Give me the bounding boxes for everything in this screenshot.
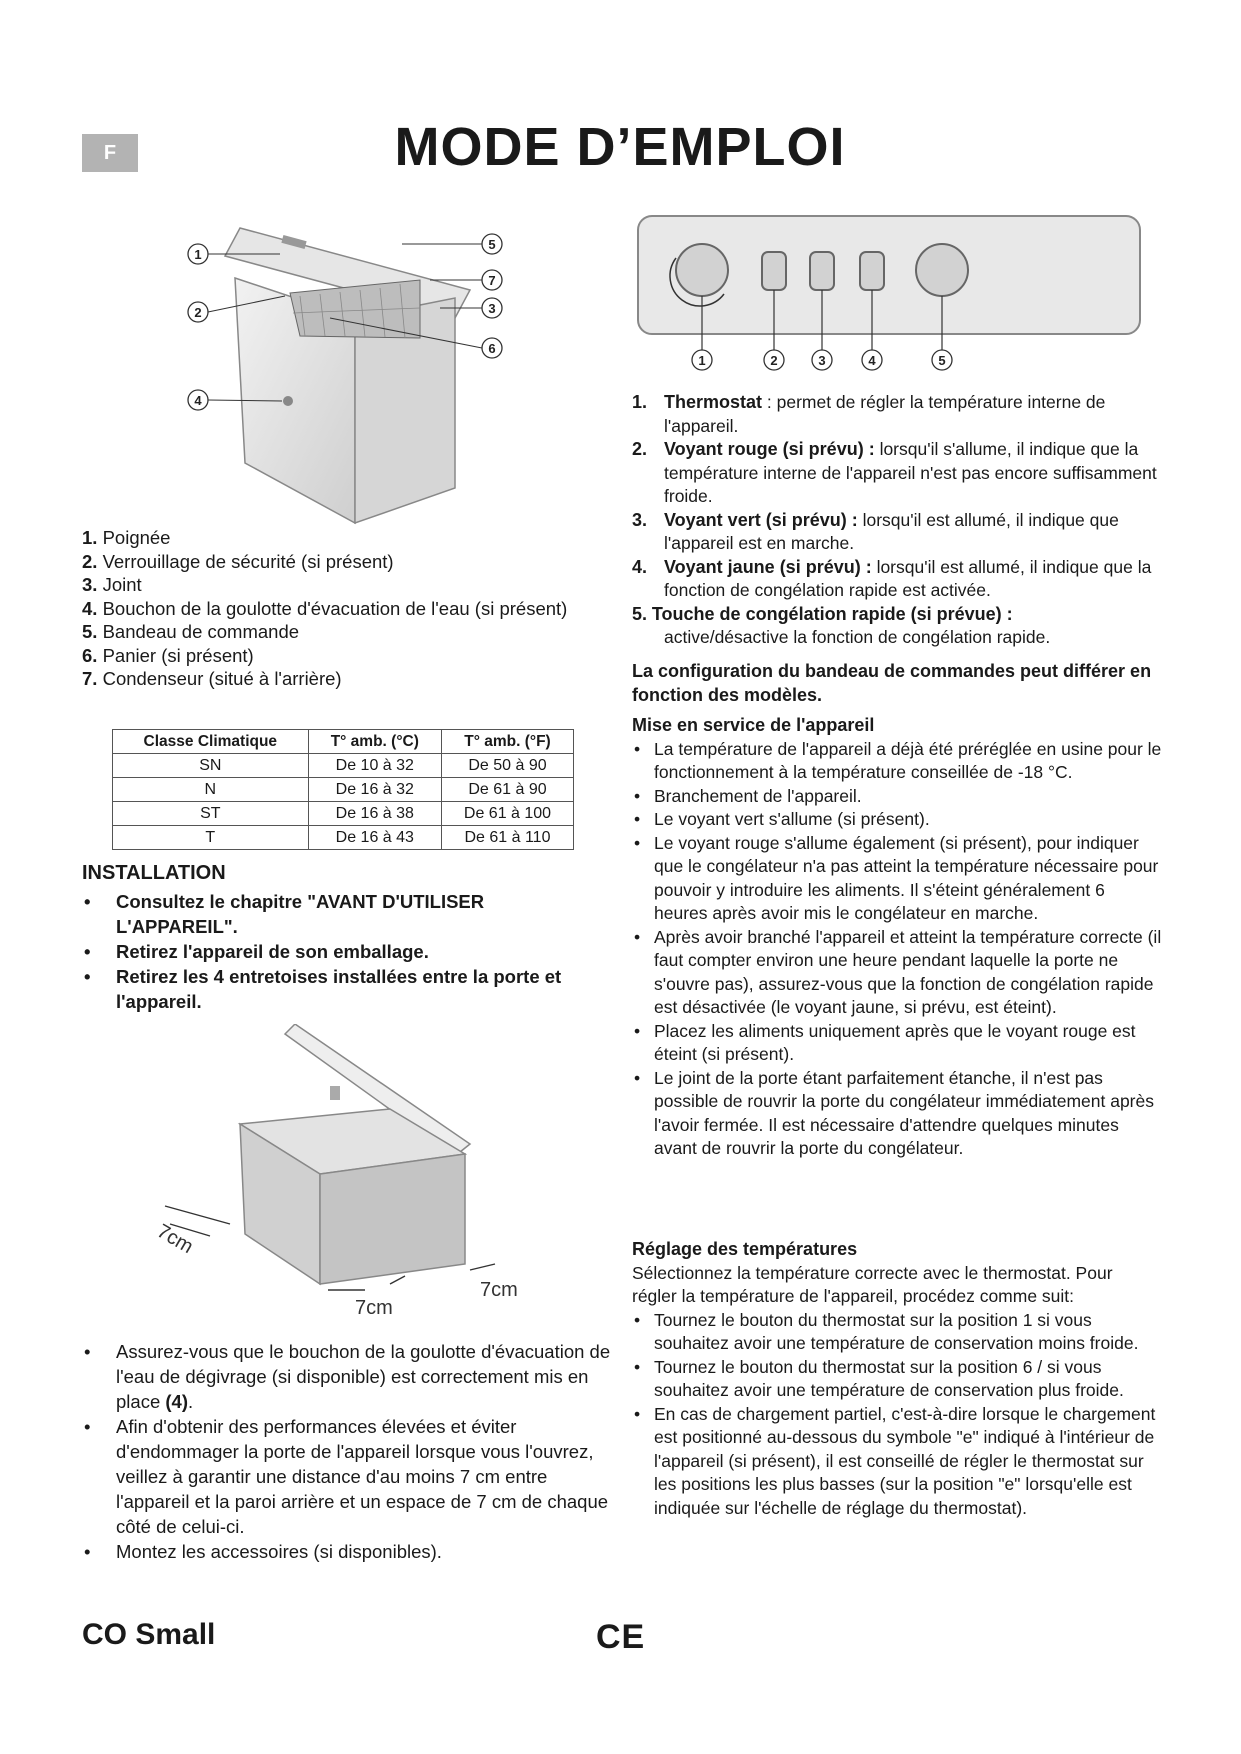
callout-label-5: 5 [488, 237, 496, 252]
list-item: • Le voyant vert s'allume (si présent). [632, 808, 1162, 832]
mise-en-service-list [632, 738, 1162, 1161]
panel-callout-3: 3 [818, 353, 826, 368]
dimension-left-label: 7cm [153, 1220, 197, 1259]
model-name: CO Small [82, 1618, 216, 1651]
page-title: MODE D’EMPLOI [394, 117, 846, 177]
reglage-list [632, 1309, 1162, 1521]
yellow-light-icon [860, 252, 884, 290]
installation-illustration [150, 1024, 550, 1324]
list-item: 5. Touche de congélation rapide (si prévue) : active/désactive la fonction de congélation rapide. [632, 603, 1051, 647]
control-panel-illustration [636, 214, 1156, 384]
list-item: • La température de l'appareil a déjà été préréglée en usine pour le fonctionnement à la température conseillée de -18 °C. [632, 738, 1162, 785]
panel-callout-1: 1 [698, 353, 706, 368]
callout-label-3: 3 [488, 301, 496, 316]
list-item: • Branchement de l'appareil. [632, 785, 1162, 809]
section-title: Réglage des températures [632, 1239, 858, 1259]
table-header-row [113, 730, 574, 754]
table-header: T° amb. (°F) [441, 730, 573, 754]
mise-en-service-section [632, 714, 1162, 1161]
fast-freeze-button-icon [916, 244, 968, 296]
list-item: • Retirez l'appareil de son emballage. [82, 939, 602, 964]
list-item: 2. Verrouillage de sécurité (si présent) [82, 550, 394, 572]
reglage-section [632, 1238, 1162, 1520]
list-item: 4. Voyant jaune (si prévu) : lorsqu'il est allumé, il indique que la fonction de congélation rapide est activée. [632, 556, 1152, 600]
config-note: La configuration du bandeau de commandes peut différer en fonction des modèles. [632, 661, 1152, 705]
table-row: N De 16 à 32 De 61 à 90 [113, 778, 574, 802]
list-item: 4. Bouchon de la goulotte d'évacuation de l'eau (si présent) [82, 597, 568, 619]
list-item: 3. Voyant vert (si prévu) : lorsqu'il est allumé, il indique que l'appareil est en marche. [632, 509, 1119, 553]
list-item: 5. Bandeau de commande [82, 621, 300, 642]
list-item: • Le voyant rouge s'allume également (si présent), pour indiquer que le congélateur n'a pas atteint la température nécessaire pour pouvoir y introduire les aliments. Il s'éteint généralement 6 heures après avoir mis le congélateur en marche. [632, 832, 1162, 926]
table-row: ST De 16 à 38 De 61 à 100 [113, 802, 574, 826]
red-light-icon [762, 252, 786, 290]
thermostat-knob-icon [676, 244, 728, 296]
freezer-illustration [180, 218, 520, 538]
installation-list [82, 889, 602, 1014]
list-item: • Le joint de la porte étant parfaitement étanche, il n'est pas possible de rouvrir la porte du congélateur immédiatement après l'avoir fermée. Il est nécessaire d'attendre quelques minutes avant de rouvrir la porte du congélateur. [632, 1067, 1162, 1161]
list-item: • Après avoir branché l'appareil et atteint la température correcte (il faut compter environ une heure pendant laquelle la porte ne s'ouvre pas), assurez-vous que la fonction de congélation rapide est désactivée (le voyant jaune, si prévu, est éteint). [632, 926, 1162, 1020]
table-header: T° amb. (°C) [308, 730, 441, 754]
controls-list [632, 391, 1162, 650]
dimension-back-label: 7cm [355, 1297, 393, 1319]
installation-notes-list [82, 1339, 622, 1564]
panel-callout-4: 4 [868, 353, 876, 368]
list-item: 6. Panier (si présent) [82, 644, 254, 666]
panel-callout-5: 5 [938, 353, 946, 368]
dimension-right-label: 7cm [480, 1279, 518, 1301]
callout-label-7: 7 [488, 273, 496, 288]
callout-label-1: 1 [194, 247, 202, 262]
list-item: • Assurez-vous que le bouchon de la goulotte d'évacuation de l'eau de dégivrage (si disponible) est correctement mis en place (4). [82, 1339, 622, 1414]
list-item: 1. Thermostat : permet de régler la température interne de l'appareil. [632, 392, 1106, 436]
list-item: • En cas de chargement partiel, c'est-à-dire lorsque le chargement est positionné au-dessous du symbole "e" indiqué à l'intérieur de l'appareil (si présent), il est conseillé de régler le thermostat sur les positions les plus basses (sur la position "e" lorsqu'elle est indiquée sur l'échelle de réglage du thermostat). [632, 1403, 1162, 1521]
list-item: • Tournez le bouton du thermostat sur la position 1 si vous souhaitez avoir une température de conservation moins froide. [632, 1309, 1162, 1356]
list-item: • Retirez les 4 entretoises installées entre la porte et l'appareil. [82, 964, 602, 1014]
callout-label-6: 6 [488, 341, 496, 356]
control-panel-figure [636, 214, 1156, 384]
list-item: 2. Voyant rouge (si prévu) : lorsqu'il s'allume, il indique que la température interne de l'appareil n'est pas encore suffisamment froide. [632, 439, 1157, 506]
table-header: Classe Climatique [113, 730, 309, 754]
green-light-icon [810, 252, 834, 290]
table-row: T De 16 à 43 De 61 à 110 [113, 826, 574, 850]
callout-label-2: 2 [194, 305, 202, 320]
list-item: 7. Condenseur (situé à l'arrière) [82, 668, 342, 689]
section-intro: Sélectionnez la température correcte avec le thermostat. Pour régler la température de l'appareil, procédez comme suit: [632, 1262, 1113, 1306]
installation-figure [150, 1024, 550, 1324]
list-item: • Afin d'obtenir des performances élevées et éviter d'endommager la porte de l'appareil lorsque vous l'ouvrez, veillez à garantir une distance d'au moins 7 cm entre l'appareil et la paroi arrière et un espace de 7 cm de chaque côté de celui-ci. [82, 1414, 622, 1539]
list-item: 3. Joint [82, 574, 142, 595]
freezer-figure [180, 218, 520, 538]
language-tab: F [82, 134, 138, 172]
list-item: • Placez les aliments uniquement après que le voyant rouge est éteint (si présent). [632, 1020, 1162, 1067]
callout-label-4: 4 [194, 393, 202, 408]
ce-mark: CE [596, 1618, 646, 1656]
climate-class-table [112, 729, 574, 850]
table-row: SN De 10 à 32 De 50 à 90 [113, 754, 574, 778]
panel-callout-2: 2 [770, 353, 778, 368]
list-item: • Montez les accessoires (si disponibles). [82, 1539, 622, 1564]
list-item: • Tournez le bouton du thermostat sur la position 6 / si vous souhaitez avoir une température de conservation plus froide. [632, 1356, 1162, 1403]
list-item: • Consultez le chapitre "AVANT D'UTILISER L'APPAREIL". [82, 889, 602, 939]
list-item: 1. Poignée [82, 527, 171, 548]
parts-list [82, 526, 602, 691]
callout-5 [402, 234, 502, 254]
section-title: Mise en service de l'appareil [632, 715, 875, 735]
installation-title: INSTALLATION [82, 862, 226, 884]
